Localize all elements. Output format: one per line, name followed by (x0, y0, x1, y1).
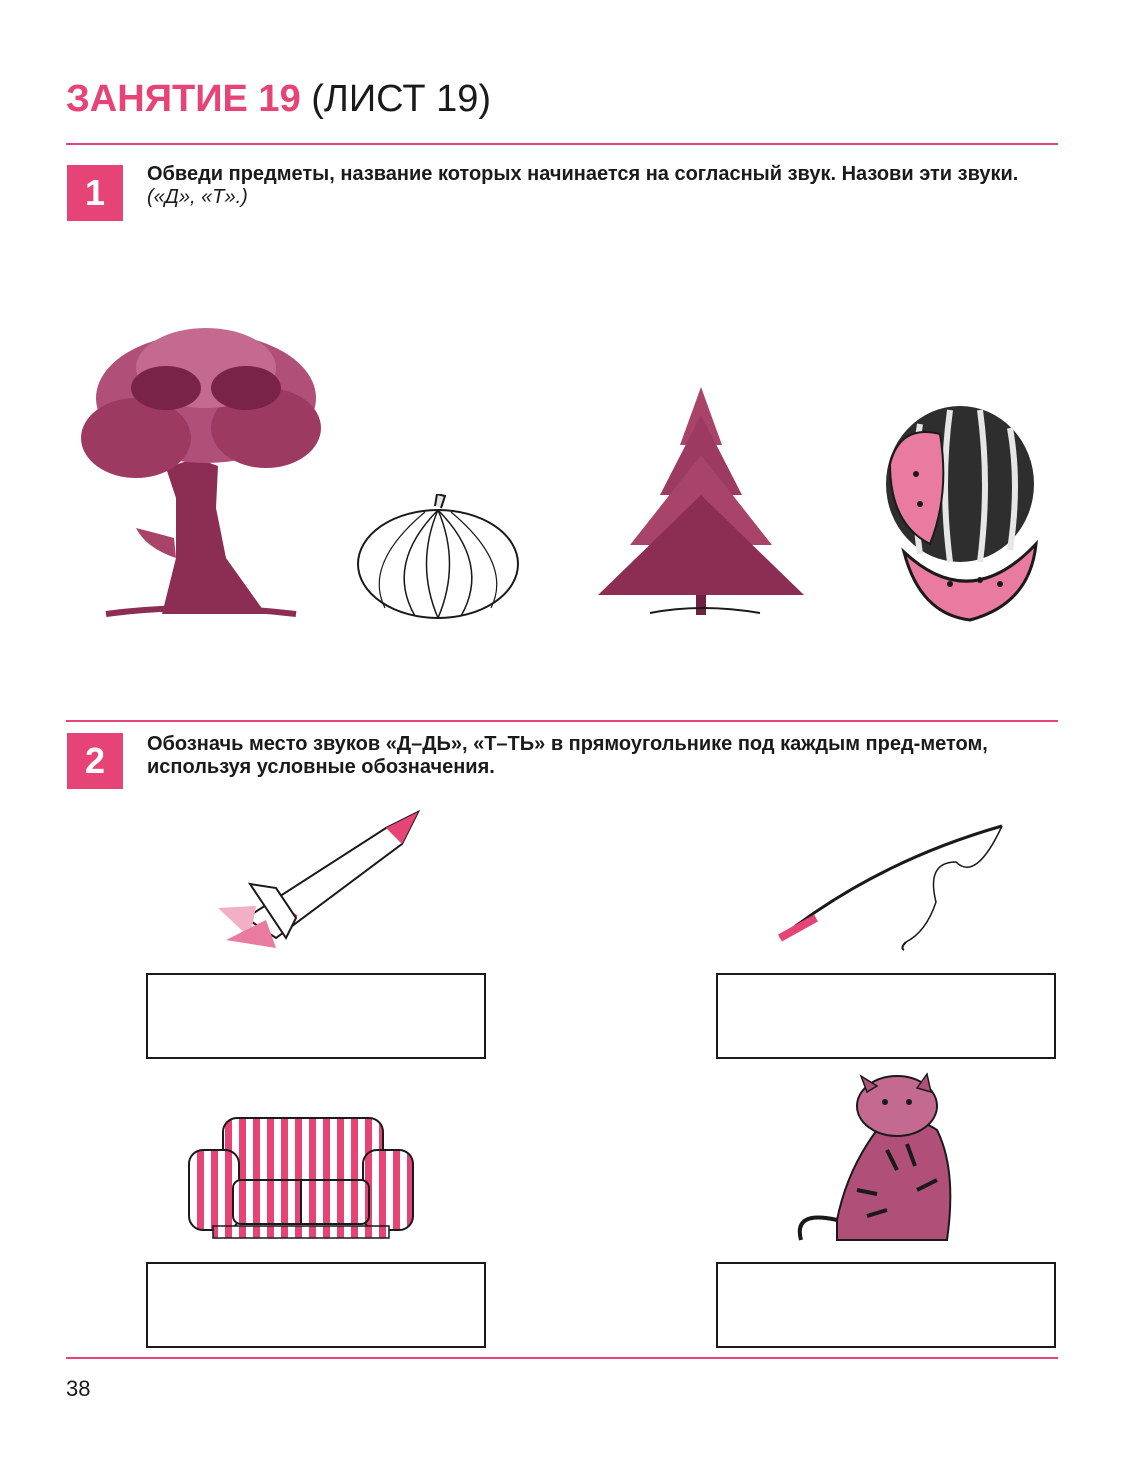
divider-top (66, 143, 1058, 145)
answer-box-rocket[interactable] (146, 973, 486, 1059)
task-1-hint: («Д», «Т».) (147, 186, 248, 208)
pumpkin-icon[interactable] (355, 494, 521, 620)
tiger-icon[interactable] (797, 1070, 963, 1252)
task-1-badge: 1 (67, 165, 123, 221)
task-1-text (147, 163, 1047, 209)
answer-box-tiger[interactable] (716, 1262, 1056, 1348)
answer-box-sofa[interactable] (146, 1262, 486, 1348)
answer-box-fishing-rod[interactable] (716, 973, 1056, 1059)
fishing-rod-icon[interactable] (776, 822, 1006, 952)
lesson-title: ЗАНЯТИЕ 19 (66, 78, 301, 120)
rocket-icon[interactable] (206, 808, 422, 958)
oak-tree-icon[interactable] (66, 318, 328, 618)
task-2-text: Обозначь место звуков «Д–ДЬ», «Т–ТЬ» в прямоугольнике под каждым пред-метом, используя условные обозначения. (147, 733, 988, 778)
divider-bottom (66, 1357, 1058, 1359)
task-1-instruction: Обведи предметы, название которых начинается на согласный звук. Назови эти звуки. (147, 163, 1019, 185)
fir-tree-icon[interactable] (590, 385, 812, 635)
page-number: 38 (66, 1376, 91, 1401)
sheet-number: (ЛИСТ 19) (311, 78, 492, 120)
divider-middle (66, 720, 1058, 722)
sofa-icon[interactable] (183, 1110, 419, 1242)
page-title (66, 76, 491, 122)
watermelon-icon[interactable] (880, 404, 1040, 626)
task-2-badge: 2 (67, 733, 123, 789)
